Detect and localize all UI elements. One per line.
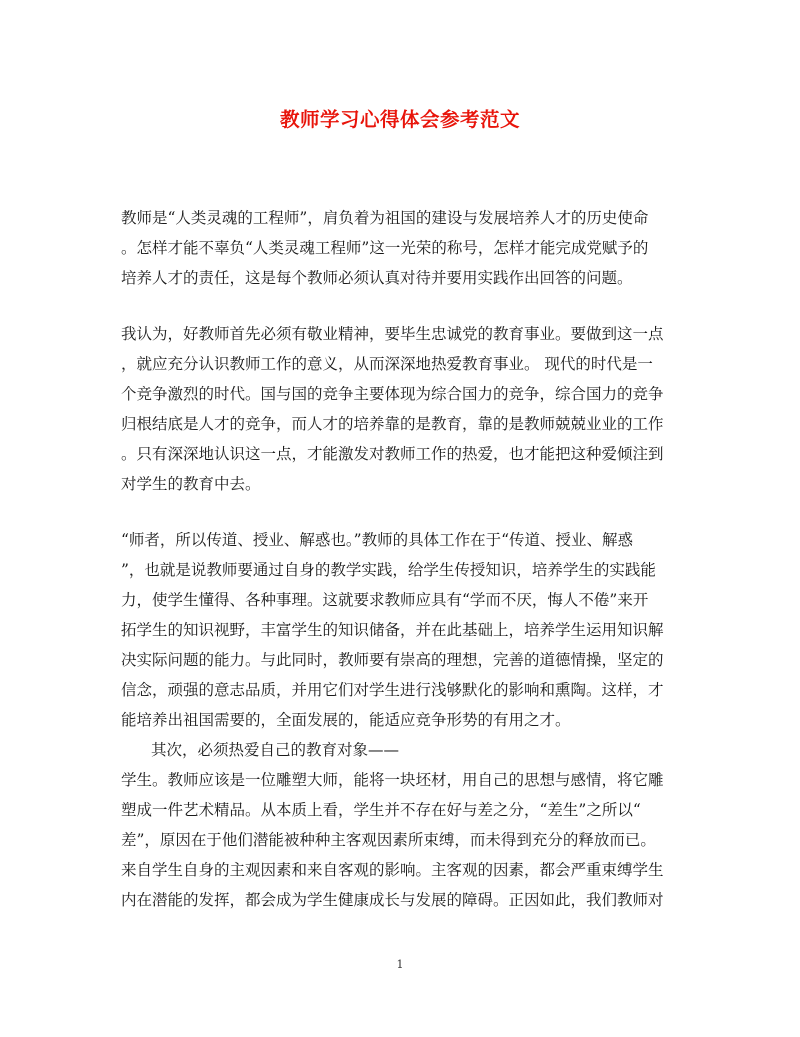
paragraph-line: 塑成一件艺术精品。从本质上看，学生并不存在好与差之分，“差生”之所以“ [121,801,641,819]
paragraph-1 [121,203,681,293]
paragraph-gap [121,499,681,525]
paragraph-line: 个竞争激烈的时代。国与国的竞争主要体现为综合国力的竞争，综合国力的竞争 [121,385,664,403]
paragraph-line: 教师是“人类灵魂的工程师”，肩负着为祖国的建设与发展培养人才的历史使命 [121,209,649,227]
paragraph-line: 能培养出祖国需要的，全面发展的，能适应竞争形势的有用之才。 [121,711,571,729]
paragraph-line: 力，使学生懂得、各种事理。这就要求教师应具有“学而不厌，悔人不倦”来开 [121,591,649,609]
page-number: 1 [396,958,404,971]
paragraph-line: “师者，所以传道、授业、解惑也。”教师的具体工作在于“传道、授业、解惑 [121,531,634,549]
paragraph-line: 学生。教师应该是一位雕塑大师，能将一块坯材，用自己的思想与感情，将它雕 [121,771,664,789]
paragraph-2 [121,319,681,499]
paragraph-line: 。只有深深地认识这一点，才能激发对教师工作的热爱，也才能把这种爱倾注到 [121,445,664,463]
paragraph-gap [121,293,681,319]
paragraph-line: ，就应充分认识教师工作的意义，从而深深地热爱教育事业。 现代的时代是一 [121,355,653,373]
paragraph-line: 信念，顽强的意志品质，并用它们对学生进行浅够默化的影响和熏陶。这样，才 [121,681,664,699]
paragraph-line: 来自学生自身的主观因素和来自客观的影响。主客观的因素，都会严重束缚学生 [121,861,664,879]
paragraph-line: 内在潜能的发挥，都会成为学生健康成长与发展的障碍。正因如此，我们教师对 [121,891,664,909]
paragraph-line: 拓学生的知识视野，丰富学生的知识储备，并在此基础上，培养学生运用知识解 [121,621,664,639]
paragraph-3 [121,525,681,765]
paragraph-4 [121,765,681,915]
paragraph-line: 我认为，好教师首先必须有敬业精神，要毕生忠诚党的教育事业。要做到这一点 [121,325,664,343]
document-body [121,203,681,915]
paragraph-line: 。怎样才能不辜负“人类灵魂工程师”这一光荣的称号，怎样才能完成党赋予的 [121,239,649,257]
paragraph-line: 归根结底是人才的竞争，而人才的培养靠的是教育，靠的是教师兢兢业业的工作 [121,415,664,433]
paragraph-line: 培养人才的责任，这是每个教师必须认真对待并要用实践作出回答的问题。 [121,269,633,287]
paragraph-line: 决实际问题的能力。与此同时，教师要有崇高的理想，完善的道德情操，坚定的 [121,651,664,669]
indented-paragraph-line: 其次，必须热爱自己的教育对象—— [151,741,400,759]
paragraph-line: ”，也就是说教师要通过自身的教学实践，给学生传授知识，培养学生的实践能 [121,561,656,579]
paragraph-line: 差”，原因在于他们潜能被种种主客观因素所束缚，而未得到充分的释放而已。 [121,831,656,849]
paragraph-line: 对学生的教育中去。 [121,475,261,493]
document-title: 教师学习心得体会参考范文 [279,108,520,131]
